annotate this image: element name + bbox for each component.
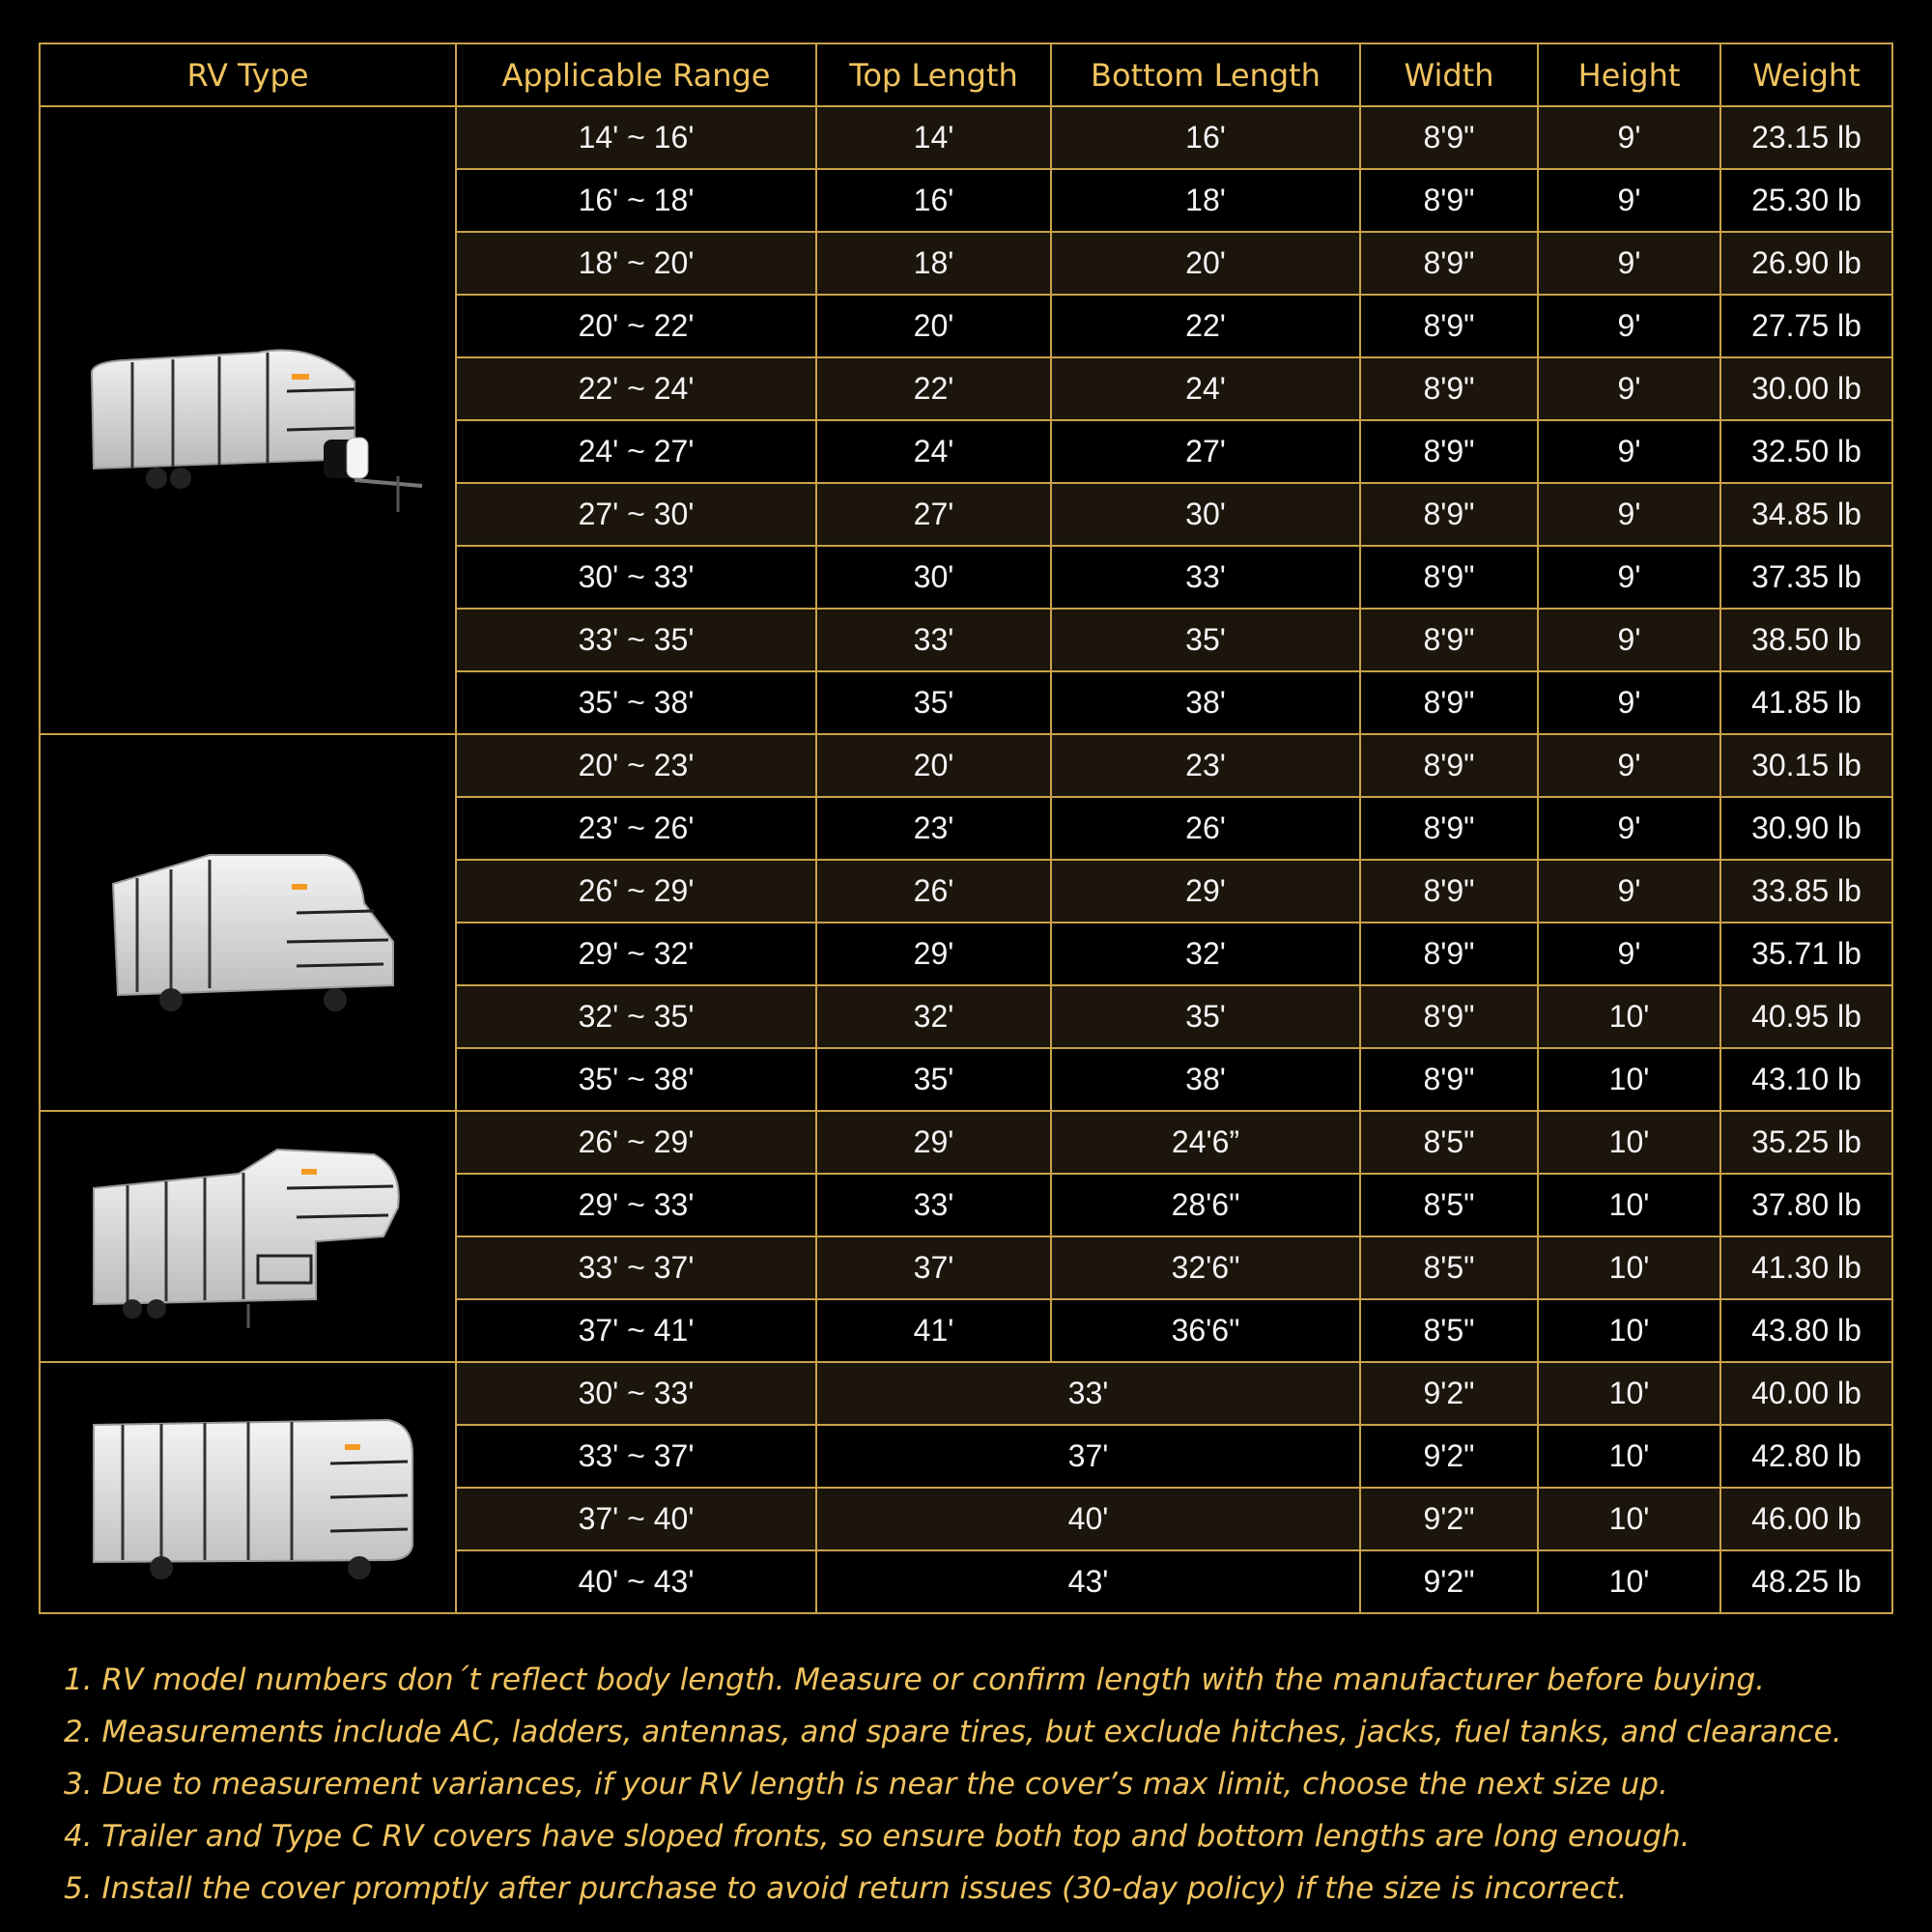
range-cell: 26' ~ 29' (456, 1111, 816, 1174)
bottom-length-cell: 20' (1051, 232, 1360, 295)
height-cell: 10' (1538, 1299, 1720, 1362)
table-row (40, 1111, 1892, 1174)
bottom-length-cell: 32' (1051, 923, 1360, 985)
width-cell: 8'9" (1360, 232, 1538, 295)
note-5: 5. Install the cover promptly after purchase to avoid return issues (30-day policy) if the size is incorrect. (64, 1871, 1628, 1906)
height-cell: 10' (1538, 1236, 1720, 1299)
header-weight: Weight (1720, 43, 1892, 106)
header-width: Width (1360, 43, 1538, 106)
height-cell: 9' (1538, 483, 1720, 546)
table-body (40, 106, 1892, 1613)
weight-cell: 37.80 lb (1720, 1174, 1892, 1236)
bottom-length-cell: 28'6" (1051, 1174, 1360, 1236)
length-cell: 40' (816, 1488, 1360, 1550)
bottom-length-cell: 29' (1051, 860, 1360, 923)
range-cell: 37' ~ 40' (456, 1488, 816, 1550)
weight-cell: 41.85 lb (1720, 671, 1892, 734)
weight-cell: 40.00 lb (1720, 1362, 1892, 1425)
weight-cell: 37.35 lb (1720, 546, 1892, 609)
height-cell: 9' (1538, 797, 1720, 860)
width-cell: 9'2" (1360, 1550, 1538, 1613)
range-cell: 20' ~ 22' (456, 295, 816, 357)
width-cell: 8'9" (1360, 546, 1538, 609)
weight-cell: 27.75 lb (1720, 295, 1892, 357)
weight-cell: 35.25 lb (1720, 1111, 1892, 1174)
range-cell: 32' ~ 35' (456, 985, 816, 1048)
notes-list (64, 1654, 1899, 1915)
top-length-cell: 20' (816, 734, 1051, 797)
top-length-cell: 27' (816, 483, 1051, 546)
weight-cell: 26.90 lb (1720, 232, 1892, 295)
width-cell: 8'9" (1360, 609, 1538, 671)
width-cell: 8'5" (1360, 1299, 1538, 1362)
range-cell: 33' ~ 37' (456, 1425, 816, 1488)
length-cell: 37' (816, 1425, 1360, 1488)
height-cell: 9' (1538, 295, 1720, 357)
table-header-row (40, 43, 1892, 106)
height-cell: 9' (1538, 609, 1720, 671)
height-cell: 9' (1538, 232, 1720, 295)
width-cell: 8'9" (1360, 420, 1538, 483)
bottom-length-cell: 38' (1051, 1048, 1360, 1111)
weight-cell: 23.15 lb (1720, 106, 1892, 169)
weight-cell: 43.80 lb (1720, 1299, 1892, 1362)
range-cell: 23' ~ 26' (456, 797, 816, 860)
range-cell: 20' ~ 23' (456, 734, 816, 797)
height-cell: 9' (1538, 923, 1720, 985)
bottom-length-cell: 16' (1051, 106, 1360, 169)
height-cell: 9' (1538, 734, 1720, 797)
header-applicable-range: Applicable Range (456, 43, 816, 106)
bottom-length-cell: 30' (1051, 483, 1360, 546)
header-top-length: Top Length (816, 43, 1051, 106)
range-cell: 29' ~ 33' (456, 1174, 816, 1236)
note-2: 2. Measurements include AC, ladders, antennas, and spare tires, but exclude hitches, jacks, fuel tanks, and clearance. (64, 1715, 1842, 1749)
weight-cell: 34.85 lb (1720, 483, 1892, 546)
length-cell: 33' (816, 1362, 1360, 1425)
range-cell: 35' ~ 38' (456, 1048, 816, 1111)
bottom-length-cell: 27' (1051, 420, 1360, 483)
width-cell: 8'9" (1360, 797, 1538, 860)
header-height: Height (1538, 43, 1720, 106)
width-cell: 9'2" (1360, 1362, 1538, 1425)
bottom-length-cell: 24' (1051, 357, 1360, 420)
bottom-length-cell: 22' (1051, 295, 1360, 357)
width-cell: 8'9" (1360, 295, 1538, 357)
range-cell: 29' ~ 32' (456, 923, 816, 985)
height-cell: 10' (1538, 1174, 1720, 1236)
rv-type-cell (40, 106, 456, 734)
bottom-length-cell: 26' (1051, 797, 1360, 860)
top-length-cell: 37' (816, 1236, 1051, 1299)
weight-cell: 41.30 lb (1720, 1236, 1892, 1299)
width-cell: 8'9" (1360, 106, 1538, 169)
height-cell: 10' (1538, 1550, 1720, 1613)
note-3: 3. Due to measurement variances, if your RV length is near the cover’s max limit, choose the next size up. (64, 1767, 1668, 1802)
range-cell: 33' ~ 35' (456, 609, 816, 671)
range-cell: 30' ~ 33' (456, 546, 816, 609)
height-cell: 9' (1538, 420, 1720, 483)
height-cell: 10' (1538, 985, 1720, 1048)
bottom-length-cell: 38' (1051, 671, 1360, 734)
width-cell: 9'2" (1360, 1488, 1538, 1550)
range-cell: 37' ~ 41' (456, 1299, 816, 1362)
weight-cell: 38.50 lb (1720, 609, 1892, 671)
range-cell: 33' ~ 37' (456, 1236, 816, 1299)
range-cell: 27' ~ 30' (456, 483, 816, 546)
length-cell: 43' (816, 1550, 1360, 1613)
bottom-length-cell: 33' (1051, 546, 1360, 609)
bottom-length-cell: 18' (1051, 169, 1360, 232)
weight-cell: 46.00 lb (1720, 1488, 1892, 1550)
top-length-cell: 23' (816, 797, 1051, 860)
weight-cell: 42.80 lb (1720, 1425, 1892, 1488)
width-cell: 8'5" (1360, 1174, 1538, 1236)
width-cell: 8'5" (1360, 1111, 1538, 1174)
table-row (40, 734, 1892, 797)
class-c-rv-cover-icon (41, 816, 455, 1029)
header-rv-type: RV Type (40, 43, 456, 106)
top-length-cell: 33' (816, 1174, 1051, 1236)
top-length-cell: 35' (816, 1048, 1051, 1111)
width-cell: 8'9" (1360, 483, 1538, 546)
range-cell: 22' ~ 24' (456, 357, 816, 420)
height-cell: 9' (1538, 169, 1720, 232)
width-cell: 8'5" (1360, 1236, 1538, 1299)
width-cell: 8'9" (1360, 734, 1538, 797)
width-cell: 8'9" (1360, 1048, 1538, 1111)
range-cell: 16' ~ 18' (456, 169, 816, 232)
width-cell: 8'9" (1360, 860, 1538, 923)
width-cell: 9'2" (1360, 1425, 1538, 1488)
top-length-cell: 33' (816, 609, 1051, 671)
weight-cell: 32.50 lb (1720, 420, 1892, 483)
top-length-cell: 41' (816, 1299, 1051, 1362)
height-cell: 10' (1538, 1425, 1720, 1488)
height-cell: 9' (1538, 357, 1720, 420)
height-cell: 9' (1538, 546, 1720, 609)
top-length-cell: 29' (816, 923, 1051, 985)
table-row (40, 1362, 1892, 1425)
rv-type-cell (40, 734, 456, 1111)
header-bottom-length: Bottom Length (1051, 43, 1360, 106)
height-cell: 9' (1538, 106, 1720, 169)
weight-cell: 35.71 lb (1720, 923, 1892, 985)
note-1: 1. RV model numbers don´t reflect body length. Measure or confirm length with the manufacturer before buying. (64, 1662, 1765, 1697)
top-length-cell: 35' (816, 671, 1051, 734)
height-cell: 10' (1538, 1111, 1720, 1174)
table-row (40, 106, 1892, 169)
bottom-length-cell: 35' (1051, 985, 1360, 1048)
top-length-cell: 16' (816, 169, 1051, 232)
fifth-wheel-rv-cover-icon (41, 1130, 455, 1343)
width-cell: 8'9" (1360, 357, 1538, 420)
height-cell: 9' (1538, 860, 1720, 923)
width-cell: 8'9" (1360, 923, 1538, 985)
weight-cell: 33.85 lb (1720, 860, 1892, 923)
bottom-length-cell: 23' (1051, 734, 1360, 797)
height-cell: 9' (1538, 671, 1720, 734)
weight-cell: 43.10 lb (1720, 1048, 1892, 1111)
class-a-rv-cover-icon (41, 1386, 455, 1589)
travel-trailer-rv-cover-icon (41, 314, 455, 526)
rv-type-cell (40, 1362, 456, 1613)
weight-cell: 25.30 lb (1720, 169, 1892, 232)
width-cell: 8'9" (1360, 985, 1538, 1048)
top-length-cell: 29' (816, 1111, 1051, 1174)
range-cell: 40' ~ 43' (456, 1550, 816, 1613)
weight-cell: 30.00 lb (1720, 357, 1892, 420)
height-cell: 10' (1538, 1362, 1720, 1425)
top-length-cell: 30' (816, 546, 1051, 609)
rv-type-cell (40, 1111, 456, 1362)
top-length-cell: 20' (816, 295, 1051, 357)
size-chart-table (39, 43, 1893, 1614)
width-cell: 8'9" (1360, 671, 1538, 734)
bottom-length-cell: 35' (1051, 609, 1360, 671)
top-length-cell: 14' (816, 106, 1051, 169)
weight-cell: 40.95 lb (1720, 985, 1892, 1048)
height-cell: 10' (1538, 1488, 1720, 1550)
bottom-length-cell: 32'6" (1051, 1236, 1360, 1299)
top-length-cell: 18' (816, 232, 1051, 295)
weight-cell: 30.90 lb (1720, 797, 1892, 860)
bottom-length-cell: 24'6” (1051, 1111, 1360, 1174)
range-cell: 35' ~ 38' (456, 671, 816, 734)
top-length-cell: 32' (816, 985, 1051, 1048)
note-4: 4. Trailer and Type C RV covers have sloped fronts, so ensure both top and bottom lengths are long enough. (64, 1819, 1690, 1854)
weight-cell: 30.15 lb (1720, 734, 1892, 797)
weight-cell: 48.25 lb (1720, 1550, 1892, 1613)
bottom-length-cell: 36'6" (1051, 1299, 1360, 1362)
range-cell: 14' ~ 16' (456, 106, 816, 169)
top-length-cell: 26' (816, 860, 1051, 923)
width-cell: 8'9" (1360, 169, 1538, 232)
range-cell: 24' ~ 27' (456, 420, 816, 483)
top-length-cell: 22' (816, 357, 1051, 420)
range-cell: 26' ~ 29' (456, 860, 816, 923)
range-cell: 18' ~ 20' (456, 232, 816, 295)
range-cell: 30' ~ 33' (456, 1362, 816, 1425)
top-length-cell: 24' (816, 420, 1051, 483)
height-cell: 10' (1538, 1048, 1720, 1111)
